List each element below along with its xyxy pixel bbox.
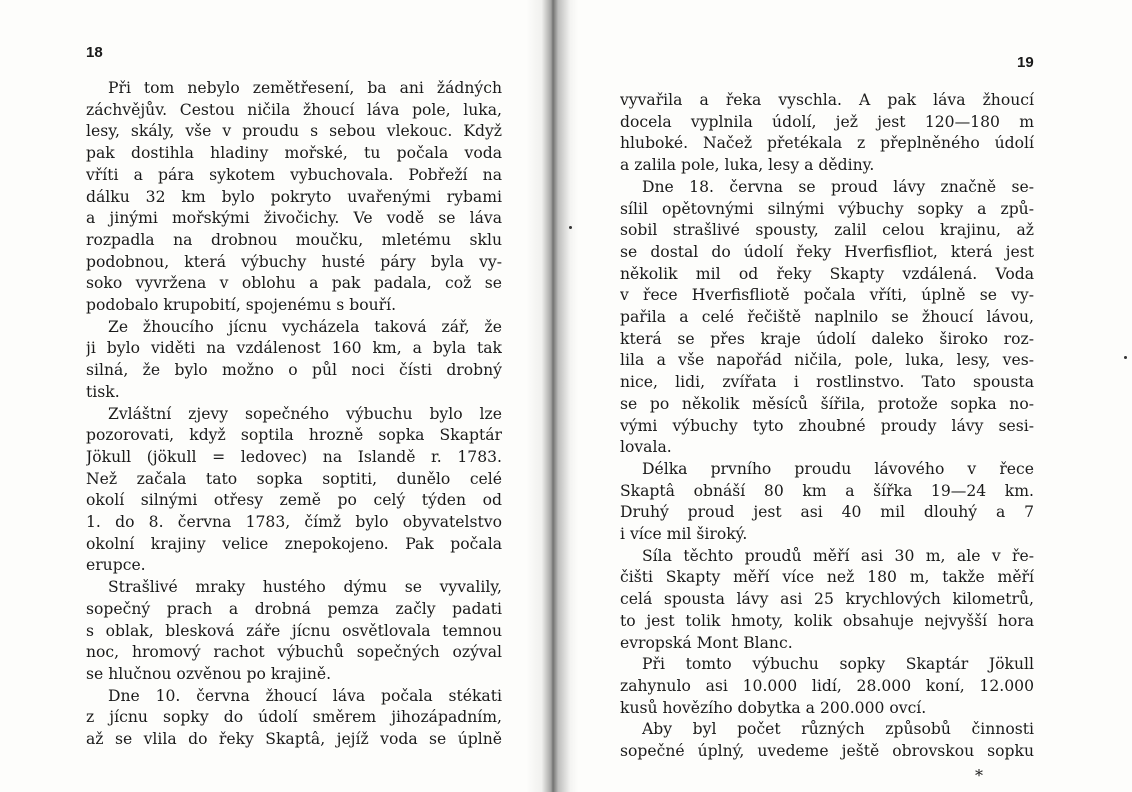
text-line: soko vyvržena v oblohu a pak padala, což se: [86, 274, 502, 293]
text-line: se dostal do údolí řeky Hverfisfliot, která jest: [620, 242, 1034, 261]
text-line: lesy, skály, vše v proudu s sebou vlekouc. Když: [86, 122, 502, 141]
text-line: se hlučnou ozvěnou po krajině.: [86, 664, 332, 683]
text-line: a jinými mořskými živočichy. Ve vodě se láva: [86, 209, 502, 228]
text-line: dálku 32 km bylo pokryto uvařenými rybami: [86, 187, 502, 206]
text-line: lovala.: [620, 438, 672, 457]
text-line: záchvějův. Cestou ničila žhoucí láva pole, luka,: [86, 100, 502, 119]
text-line: okolní krajiny velice znepokojeno. Pak počala: [86, 534, 502, 553]
text-line: hluboké. Načež přetékala z přeplněného údolí: [620, 134, 1034, 153]
text-line: tisk.: [86, 382, 120, 401]
paper-speck: [569, 226, 572, 229]
text-line: to jest tolik hmoty, kolik obsahuje nejvyšší hora: [620, 611, 1034, 630]
right-page-text: [620, 90, 1034, 763]
text-line: Délka prvního proudu lávového v řece: [642, 459, 1034, 478]
text-line: Ze žhoucího jícnu vycházela taková zář, že: [108, 317, 502, 336]
text-line: Síla těchto proudů měří asi 30 m, ale v ře-: [642, 546, 1034, 565]
text-line: nice, lidi, zvířata i rostlinstvo. Tato spousta: [620, 373, 1034, 392]
text-line: okolí silnými otřesy země po celý týden od: [86, 491, 502, 510]
text-line: i více mil široký.: [620, 525, 748, 544]
left-page-text: [86, 78, 502, 751]
text-line: sopečné úplný, uvedeme ještě obrovskou sopku: [620, 742, 1034, 761]
text-line: Strašlivé mraky hustého dýmu se vyvalily,: [108, 578, 502, 597]
text-line: Při tomto výbuchu sopky Skaptár Jökull: [642, 655, 1034, 674]
right-page: [580, 0, 1132, 792]
text-line: až se vlila do řeky Skaptâ, jejíž voda se úplně: [86, 730, 502, 749]
text-line: noc, hromový rachot výbuchů sopečných ozýval: [86, 643, 502, 662]
text-line: která se přes kraje údolí daleko široko roz-: [620, 329, 1034, 348]
paper-speck: [1124, 356, 1127, 359]
text-line: Skaptâ obnáší 80 km a šířka 19—24 km.: [620, 481, 1034, 500]
text-line: Dne 10. června žhoucí láva počala stékati: [108, 686, 502, 705]
text-line: silná, že bylo možno o půl noci čísti drobný: [86, 361, 502, 380]
text-line: zahynulo asi 10.000 lidí, 28.000 koní, 12.000: [620, 676, 1034, 695]
text-line: Druhý proud jest asi 40 mil dlouhý a 7: [620, 503, 1034, 522]
text-line: pozorovati, když soptila hrozně sopka Skaptár: [86, 426, 502, 445]
text-line: Než začala tato sopka soptiti, dunělo celé: [86, 469, 502, 488]
text-line: rozpadla na drobnou moučku, mletému sklu: [86, 230, 502, 249]
text-line: ji bylo viděti na vzdálenost 160 km, a byla tak: [86, 339, 502, 358]
text-line: Jökull (jökull = ledovec) na Islandě r. 1783.: [86, 447, 502, 466]
text-line: vříti a pára sykotem vybuchovala. Pobřeží na: [86, 165, 502, 184]
text-line: sopečný prach a drobná pemza začly padati: [86, 599, 502, 618]
text-line: sílil opětovnými silnými výbuchy sopky a způ-: [620, 199, 1034, 218]
text-line: podobnou, která výbuchy husté páry byla vy-: [86, 252, 502, 271]
text-line: celá spousta lávy asi 25 krychlových kilometrů,: [620, 590, 1034, 609]
text-line: sobil strašlivé spousty, zalil celou krajinu, až: [620, 221, 1034, 240]
text-line: Dne 18. června se proud lávy značně se-: [642, 177, 1034, 196]
left-page: [0, 0, 540, 792]
text-line: 1. do 8. června 1783, čímž bylo obyvatelstvo: [86, 513, 502, 532]
text-line: vými výbuchy tyto zhoubné proudy lávy sesi-: [620, 416, 1034, 435]
page-number-right: 19: [1017, 54, 1034, 71]
text-line: pak dostihla hladiny mořské, tu počala voda: [86, 144, 502, 163]
text-line: kusů hovězího dobytka a 200.000 ovcí.: [620, 698, 927, 717]
text-line: evropská Mont Blanc.: [620, 633, 793, 652]
text-line: Při tom nebylo zemětřesení, ba ani žádných: [108, 79, 502, 97]
text-line: vyvařila a řeka vyschla. A pak láva žhoucí: [620, 91, 1034, 109]
text-line: a zalila pole, luka, lesy a dědiny.: [620, 156, 875, 175]
text-line: erupce.: [86, 556, 146, 575]
text-line: docela vyplnila údolí, jež jest 120—180 m: [620, 112, 1034, 131]
page-number-left: 18: [86, 44, 103, 61]
text-line: čišti Skapty měří více než 180 m, takže měří: [620, 568, 1034, 587]
text-line: s oblak, blesková záře jícnu osvětlovala temnou: [86, 621, 502, 640]
text-line: Aby byl počet různých způsobů činnosti: [642, 720, 1034, 739]
text-line: lila a vše napořád ničila, pole, luka, lesy, ves-: [620, 351, 1034, 370]
text-line: pařila a celé řečiště naplnilo se žhoucí lávou,: [620, 308, 1034, 327]
text-line: několik mil od řeky Skapty vzdálená. Voda: [620, 264, 1034, 283]
text-line: podobalo krupobití, spojenému s bouří.: [86, 296, 397, 315]
book-gutter: [526, 0, 578, 792]
text-line: se po několik měsíců šířila, protože sopka no-: [620, 394, 1034, 413]
text-line: v řece Hverfisfliotě počala vříti, úplně se vy-: [620, 286, 1034, 305]
signature-mark: *: [975, 766, 983, 785]
text-line: Zvláštní zjevy sopečného výbuchu bylo lze: [108, 404, 502, 423]
text-line: z jícnu sopky do údolí směrem jihozápadním,: [86, 708, 502, 727]
